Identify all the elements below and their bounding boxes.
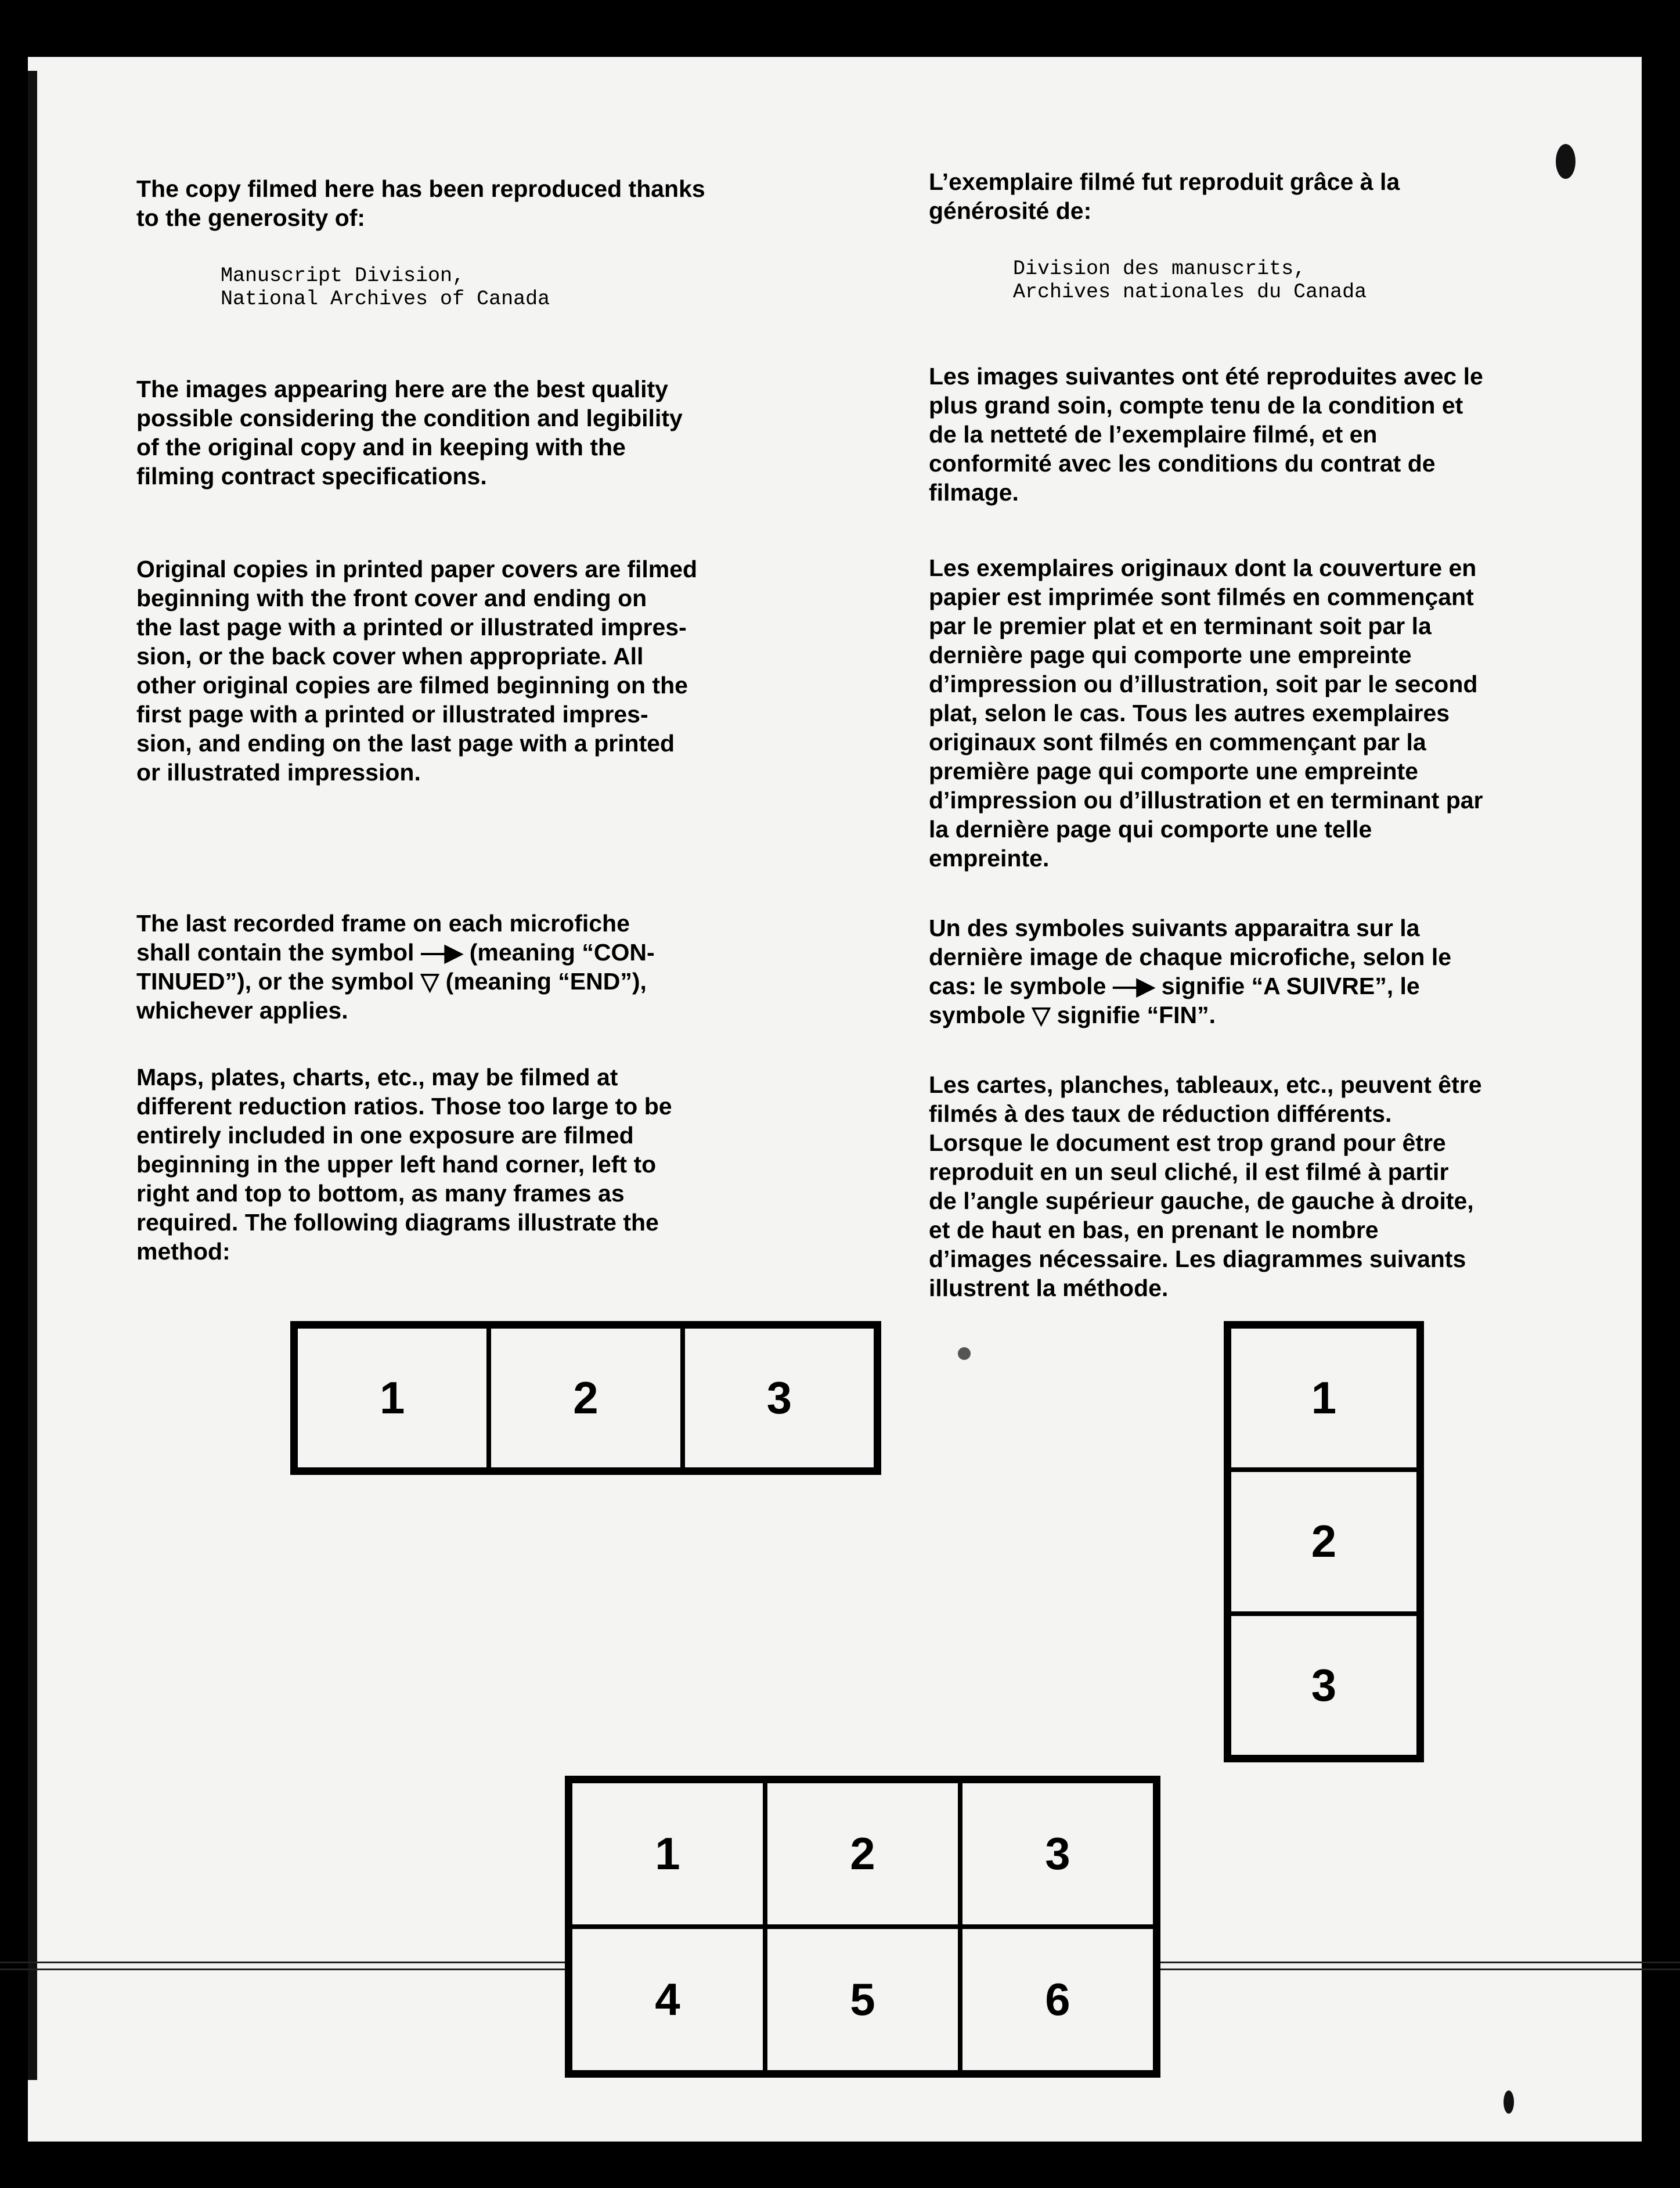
frame-cell: 5 <box>765 1927 960 2072</box>
frame-cell: 1 <box>1229 1326 1419 1470</box>
french-quality-paragraph: Les images suivantes ont été reproduites avec le plus grand soin, compte tenu de la condition et de la netteté de l’exemplaire filmé, et en conformité avec les conditions du contrat de filmage. <box>929 363 1483 506</box>
frame-cell: 6 <box>960 1927 1155 2072</box>
ink-blot <box>1504 2090 1514 2114</box>
horizontal-frame-diagram <box>290 1321 881 1475</box>
french-column <box>929 167 1573 1302</box>
vertical-frame-diagram <box>1224 1321 1424 1762</box>
french-institution: Division des manuscrits, Archives nationales du Canada <box>1013 257 1367 304</box>
english-covers-paragraph: Original copies in printed paper covers are filmed beginning with the front cover and ending on the last page with a printed or illustrated impres- sion, or the back cover when appropriate. All other original copies are filmed beginning on the first page with a printed or illustrated impres- sion, and ending on the last page with a printed or illustrated impression. <box>136 556 698 786</box>
french-symbols-paragraph: Un des symboles suivants apparaitra sur la dernière image de chaque microfiche, selon le cas: le symbole —▶ signifie “A SUIVRE”, le symbole ▽ signifie “FIN”. <box>929 915 1452 1028</box>
english-maps-paragraph: Maps, plates, charts, etc., may be filmed at different reduction ratios. Those too large to be entirely included in one exposure are filmed beginning in the upper left hand corner, left to right and top to bottom, as many frames as required. The following diagrams illustrate the method: <box>136 1064 672 1265</box>
frame-cell: 2 <box>489 1326 682 1470</box>
english-quality-paragraph: The images appearing here are the best quality possible considering the condition and legibility of the original copy and in keeping with the filming contract specifications. <box>136 376 683 490</box>
frame-cell: 3 <box>1229 1614 1419 1757</box>
frame-cell: 2 <box>1229 1470 1419 1613</box>
english-intro: The copy filmed here has been reproduced thanks to the generosity of: <box>136 175 705 231</box>
grid-frame-diagram <box>565 1776 1160 2078</box>
french-covers-paragraph: Les exemplaires originaux dont la couverture en papier est imprimée sont filmés en commençant par le premier plat et en terminant soit par la dernière page qui comporte une empreinte d’impression ou d’illustration, soit par le second plat, selon le cas. Tous les autres exemplaires originaux sont filmés en commençant par la première page qui comporte une empreinte d’impression ou d’illustration et en terminant par la dernière page qui comporte une telle empreinte. <box>929 555 1483 872</box>
film-edge-bar <box>28 71 37 2080</box>
frame-cell: 4 <box>570 1927 765 2072</box>
english-symbols-paragraph: The last recorded frame on each microfiche shall contain the symbol —▶ (meaning “CON- TINUED”), or the symbol ▽ (meaning “END”), whichever applies. <box>136 910 655 1024</box>
english-institution: Manuscript Division, National Archives of Canada <box>221 264 550 311</box>
french-maps-paragraph: Les cartes, planches, tableaux, etc., peuvent être filmés à des taux de réduction différents. Lorsque le document est trop grand pour être reproduit en un seul cliché, il est filmé à partir de l’angle supérieur gauche, de gauche à droite, et de haut en bas, en prenant le nombre d’images nécessaire. Les diagrammes suivants illustrent la méthode. <box>929 1071 1482 1301</box>
frame-cell: 1 <box>570 1781 765 1927</box>
english-column <box>136 174 792 1266</box>
frame-cell: 3 <box>960 1781 1155 1927</box>
smudge <box>958 1347 971 1360</box>
ink-blot <box>1556 144 1576 179</box>
frame-cell: 1 <box>295 1326 489 1470</box>
frame-cell: 2 <box>765 1781 960 1927</box>
french-intro: L’exemplaire filmé fut reproduit grâce à la générosité de: <box>929 168 1400 224</box>
frame-cell: 3 <box>683 1326 876 1470</box>
